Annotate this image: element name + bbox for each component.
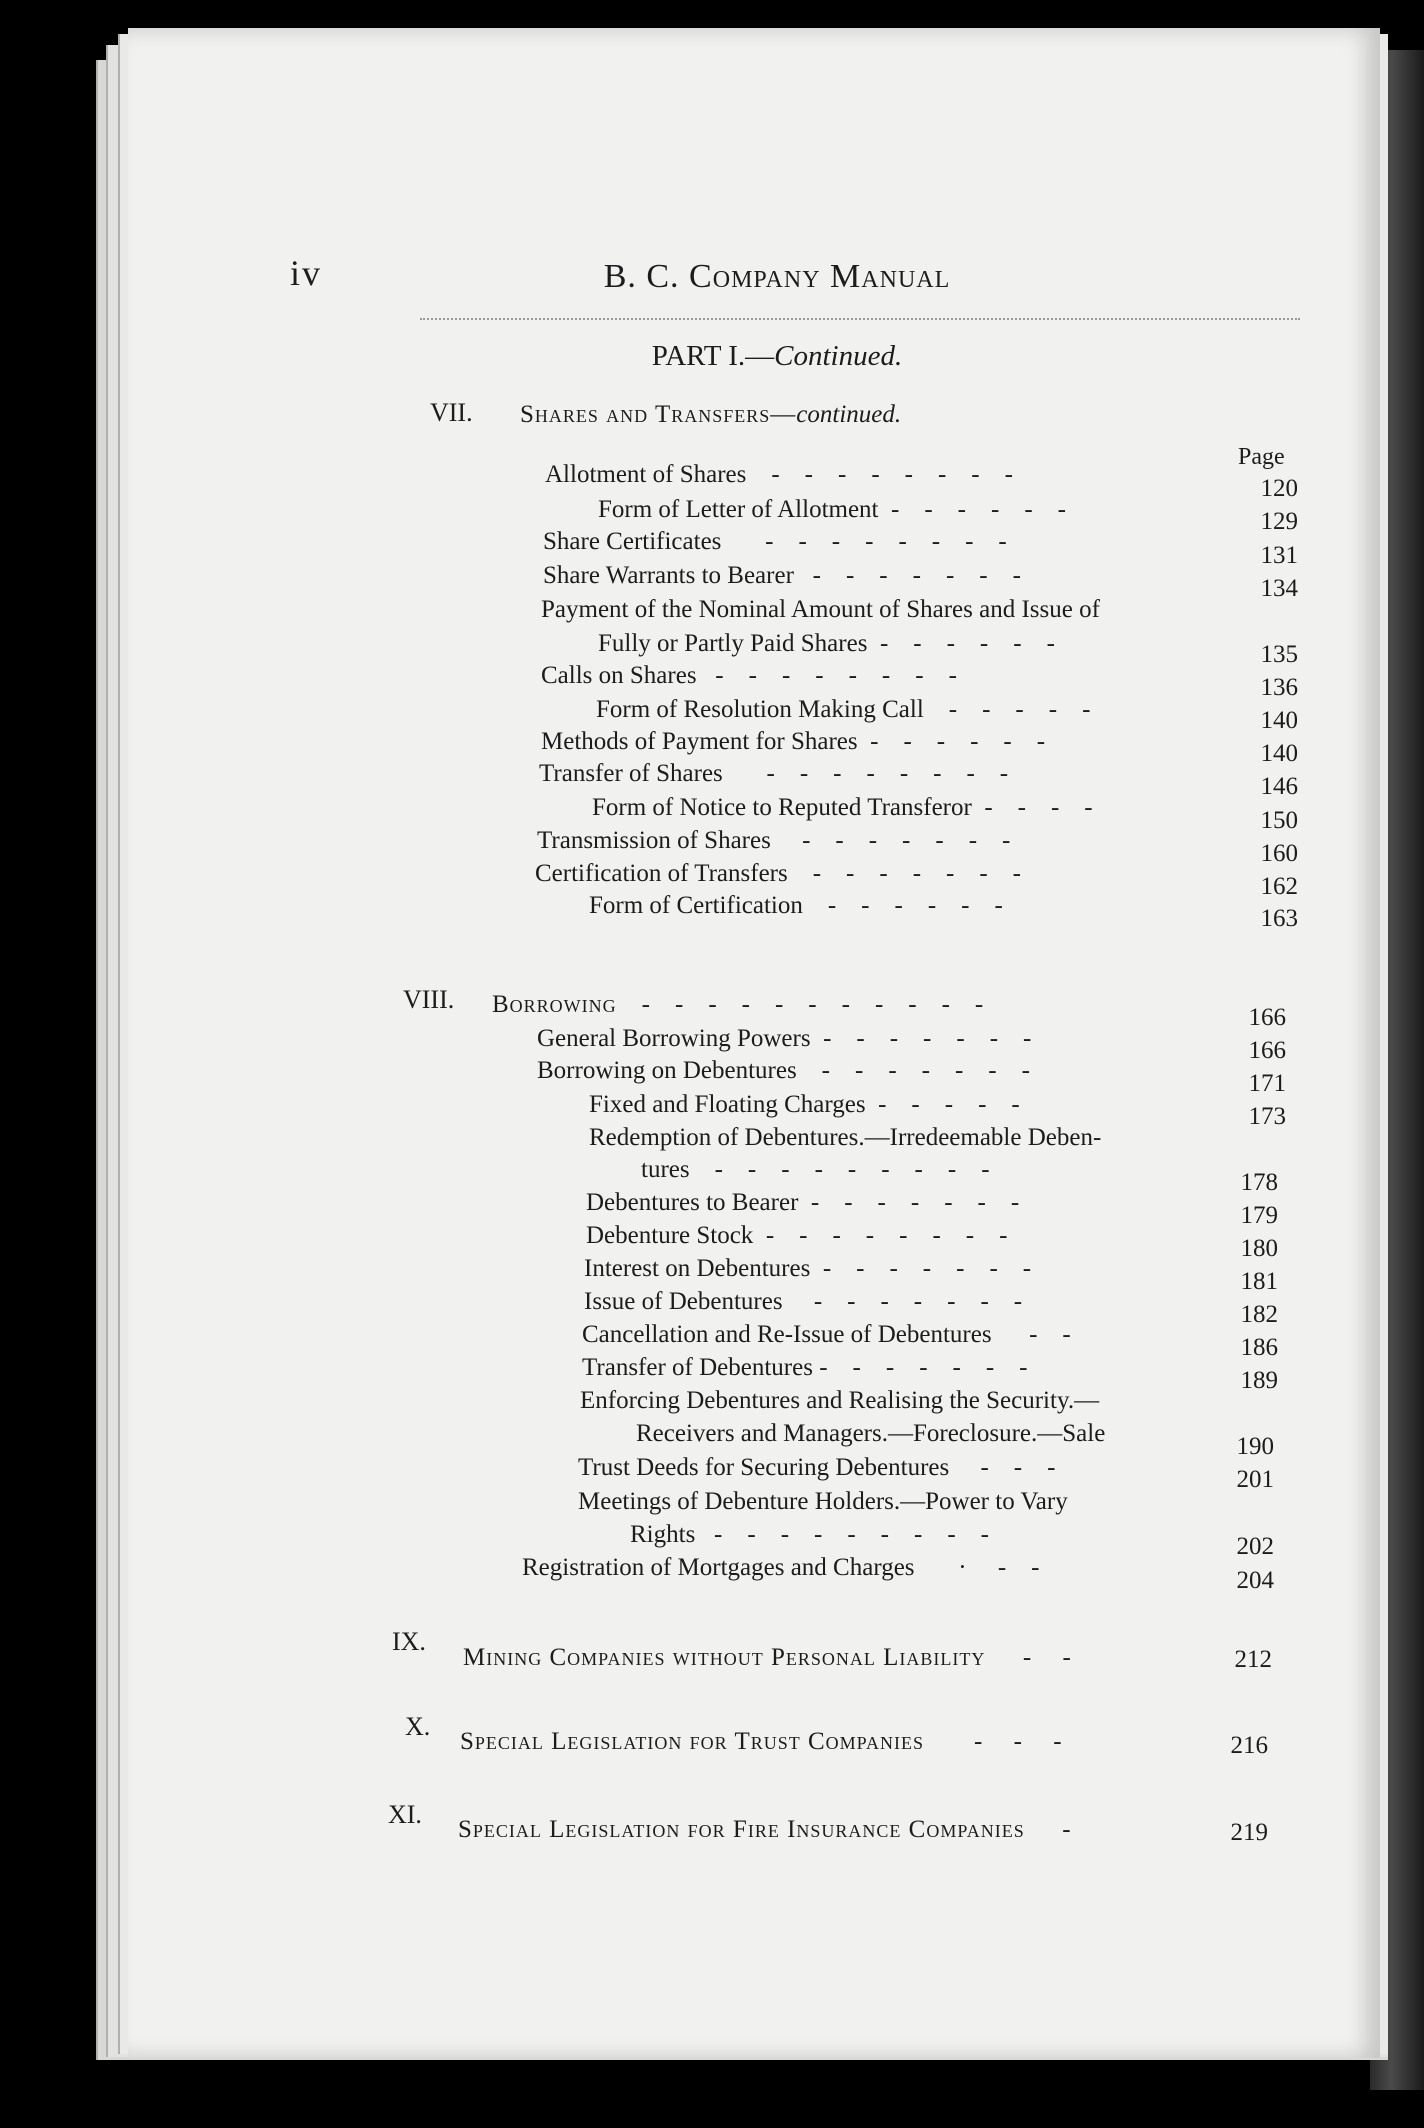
toc-entry: Form of Letter of Allotment - - - - - - [598, 496, 1066, 523]
toc-page-number: 189 [1240, 1367, 1278, 1394]
section-title: Special Legislation for Trust Companies - - - [460, 1728, 1062, 1755]
toc-page-number: 131 [1260, 542, 1298, 569]
toc-entry: Methods of Payment for Shares - - - - - - [541, 728, 1046, 755]
toc-page-number: 216 [1230, 1732, 1268, 1759]
section-numeral: X. [405, 1712, 431, 1741]
toc-page-number: 129 [1260, 508, 1298, 535]
toc-page-number: 150 [1260, 807, 1298, 834]
toc-entry: Registration of Mortgages and Charges · - - [522, 1554, 1040, 1581]
toc-page-number: 120 [1260, 475, 1298, 502]
toc-entry: Redemption of Debentures.—Irredeemable Deben- [589, 1124, 1102, 1151]
toc-page-number: 179 [1240, 1202, 1278, 1229]
toc-page-number: 171 [1248, 1070, 1286, 1097]
toc-page-number: 219 [1230, 1819, 1268, 1846]
toc-entry: tures - - - - - - - - - [641, 1156, 990, 1183]
toc-page-number: 140 [1260, 740, 1298, 767]
toc-entry: Form of Resolution Making Call - - - - - [596, 696, 1091, 723]
toc-entry: Calls on Shares - - - - - - - - [541, 662, 957, 689]
toc-entry: Receivers and Managers.—Foreclosure.—Sale [636, 1420, 1106, 1447]
toc-entry: Trust Deeds for Securing Debentures - - - [578, 1454, 1056, 1481]
section-title: Mining Companies without Personal Liability - - [463, 1644, 1071, 1671]
toc-entry: Debenture Stock - - - - - - - - [586, 1222, 1008, 1249]
toc-entry: Fully or Partly Paid Shares - - - - - - [598, 630, 1055, 657]
toc-page-number: 160 [1260, 840, 1298, 867]
toc-page-number: 134 [1260, 575, 1298, 602]
section-numeral: VII. [430, 398, 473, 427]
page-column-label: Page [1238, 444, 1285, 470]
toc-entry: Share Warrants to Bearer - - - - - - - [543, 562, 1021, 589]
toc-page-number: 163 [1260, 905, 1298, 932]
part-label: PART I.— [651, 340, 775, 372]
toc-entry: Transfer of Debentures - - - - - - - [582, 1354, 1028, 1381]
section-numeral: VIII. [403, 985, 455, 1014]
toc-entry: General Borrowing Powers - - - - - - - [537, 1025, 1032, 1052]
toc-page-number: 173 [1248, 1103, 1286, 1130]
toc-page-number: 212 [1234, 1646, 1272, 1673]
toc-entry: Enforcing Debentures and Realising the Security.— [580, 1387, 1100, 1414]
toc-page-number: 166 [1248, 1037, 1286, 1064]
toc-entry: Payment of the Nominal Amount of Shares and Issue of [541, 596, 1100, 623]
section-title: Special Legislation for Fire Insurance Companies - [458, 1816, 1071, 1843]
toc-entry: Transmission of Shares - - - - - - - [537, 827, 1011, 854]
toc-entry: Form of Certification - - - - - - [589, 892, 1003, 919]
toc-page-number: 190 [1236, 1433, 1274, 1460]
toc-entry: Meetings of Debenture Holders.—Power to Vary [578, 1488, 1068, 1515]
toc-page-number: 201 [1236, 1466, 1274, 1493]
toc-entry: Issue of Debentures - - - - - - - [584, 1288, 1023, 1315]
page-folio: iv [290, 253, 323, 293]
toc-entry: Interest on Debentures - - - - - - - [584, 1255, 1032, 1282]
toc-page-number: 204 [1236, 1567, 1274, 1594]
section-title: Shares and Transfers—continued. [520, 401, 902, 428]
toc-page-number: 181 [1240, 1268, 1278, 1295]
toc-entry: Rights - - - - - - - - - [630, 1521, 989, 1548]
running-title: B. C. Company Manual [603, 258, 951, 295]
toc-entry: Debentures to Bearer - - - - - - - [586, 1189, 1020, 1216]
toc-page-number: 182 [1240, 1301, 1278, 1328]
section-numeral: IX. [392, 1627, 426, 1656]
toc-page-number: 180 [1240, 1235, 1278, 1262]
toc-entry: Form of Notice to Reputed Transferor - - - - [592, 794, 1093, 821]
part-continued: Continued. [774, 340, 903, 372]
toc-entry: Fixed and Floating Charges - - - - - [589, 1091, 1020, 1118]
toc-entry: Borrowing on Debentures - - - - - - - [537, 1057, 1030, 1084]
toc-entry: Transfer of Shares - - - - - - - - [539, 760, 1009, 787]
toc-page-number: 135 [1260, 641, 1298, 668]
toc-page-number: 186 [1240, 1334, 1278, 1361]
toc-entry: Certification of Transfers - - - - - - - [535, 860, 1022, 887]
toc-page-number: 166 [1248, 1004, 1286, 1031]
toc-page-number: 202 [1236, 1533, 1274, 1560]
toc-page-number: 162 [1260, 873, 1298, 900]
toc-entry: Cancellation and Re-Issue of Debentures - - [582, 1321, 1071, 1348]
toc-entry: Share Certificates - - - - - - - - [543, 528, 1007, 555]
toc-page-number: 178 [1240, 1169, 1278, 1196]
section-numeral: XI. [388, 1800, 422, 1829]
toc-page-number: 146 [1260, 773, 1298, 800]
toc-entry: Allotment of Shares - - - - - - - - [545, 461, 1013, 488]
section-title: Borrowing - - - - - - - - - - - [492, 991, 984, 1018]
toc-page-number: 140 [1260, 707, 1298, 734]
toc-page-number: 136 [1260, 674, 1298, 701]
